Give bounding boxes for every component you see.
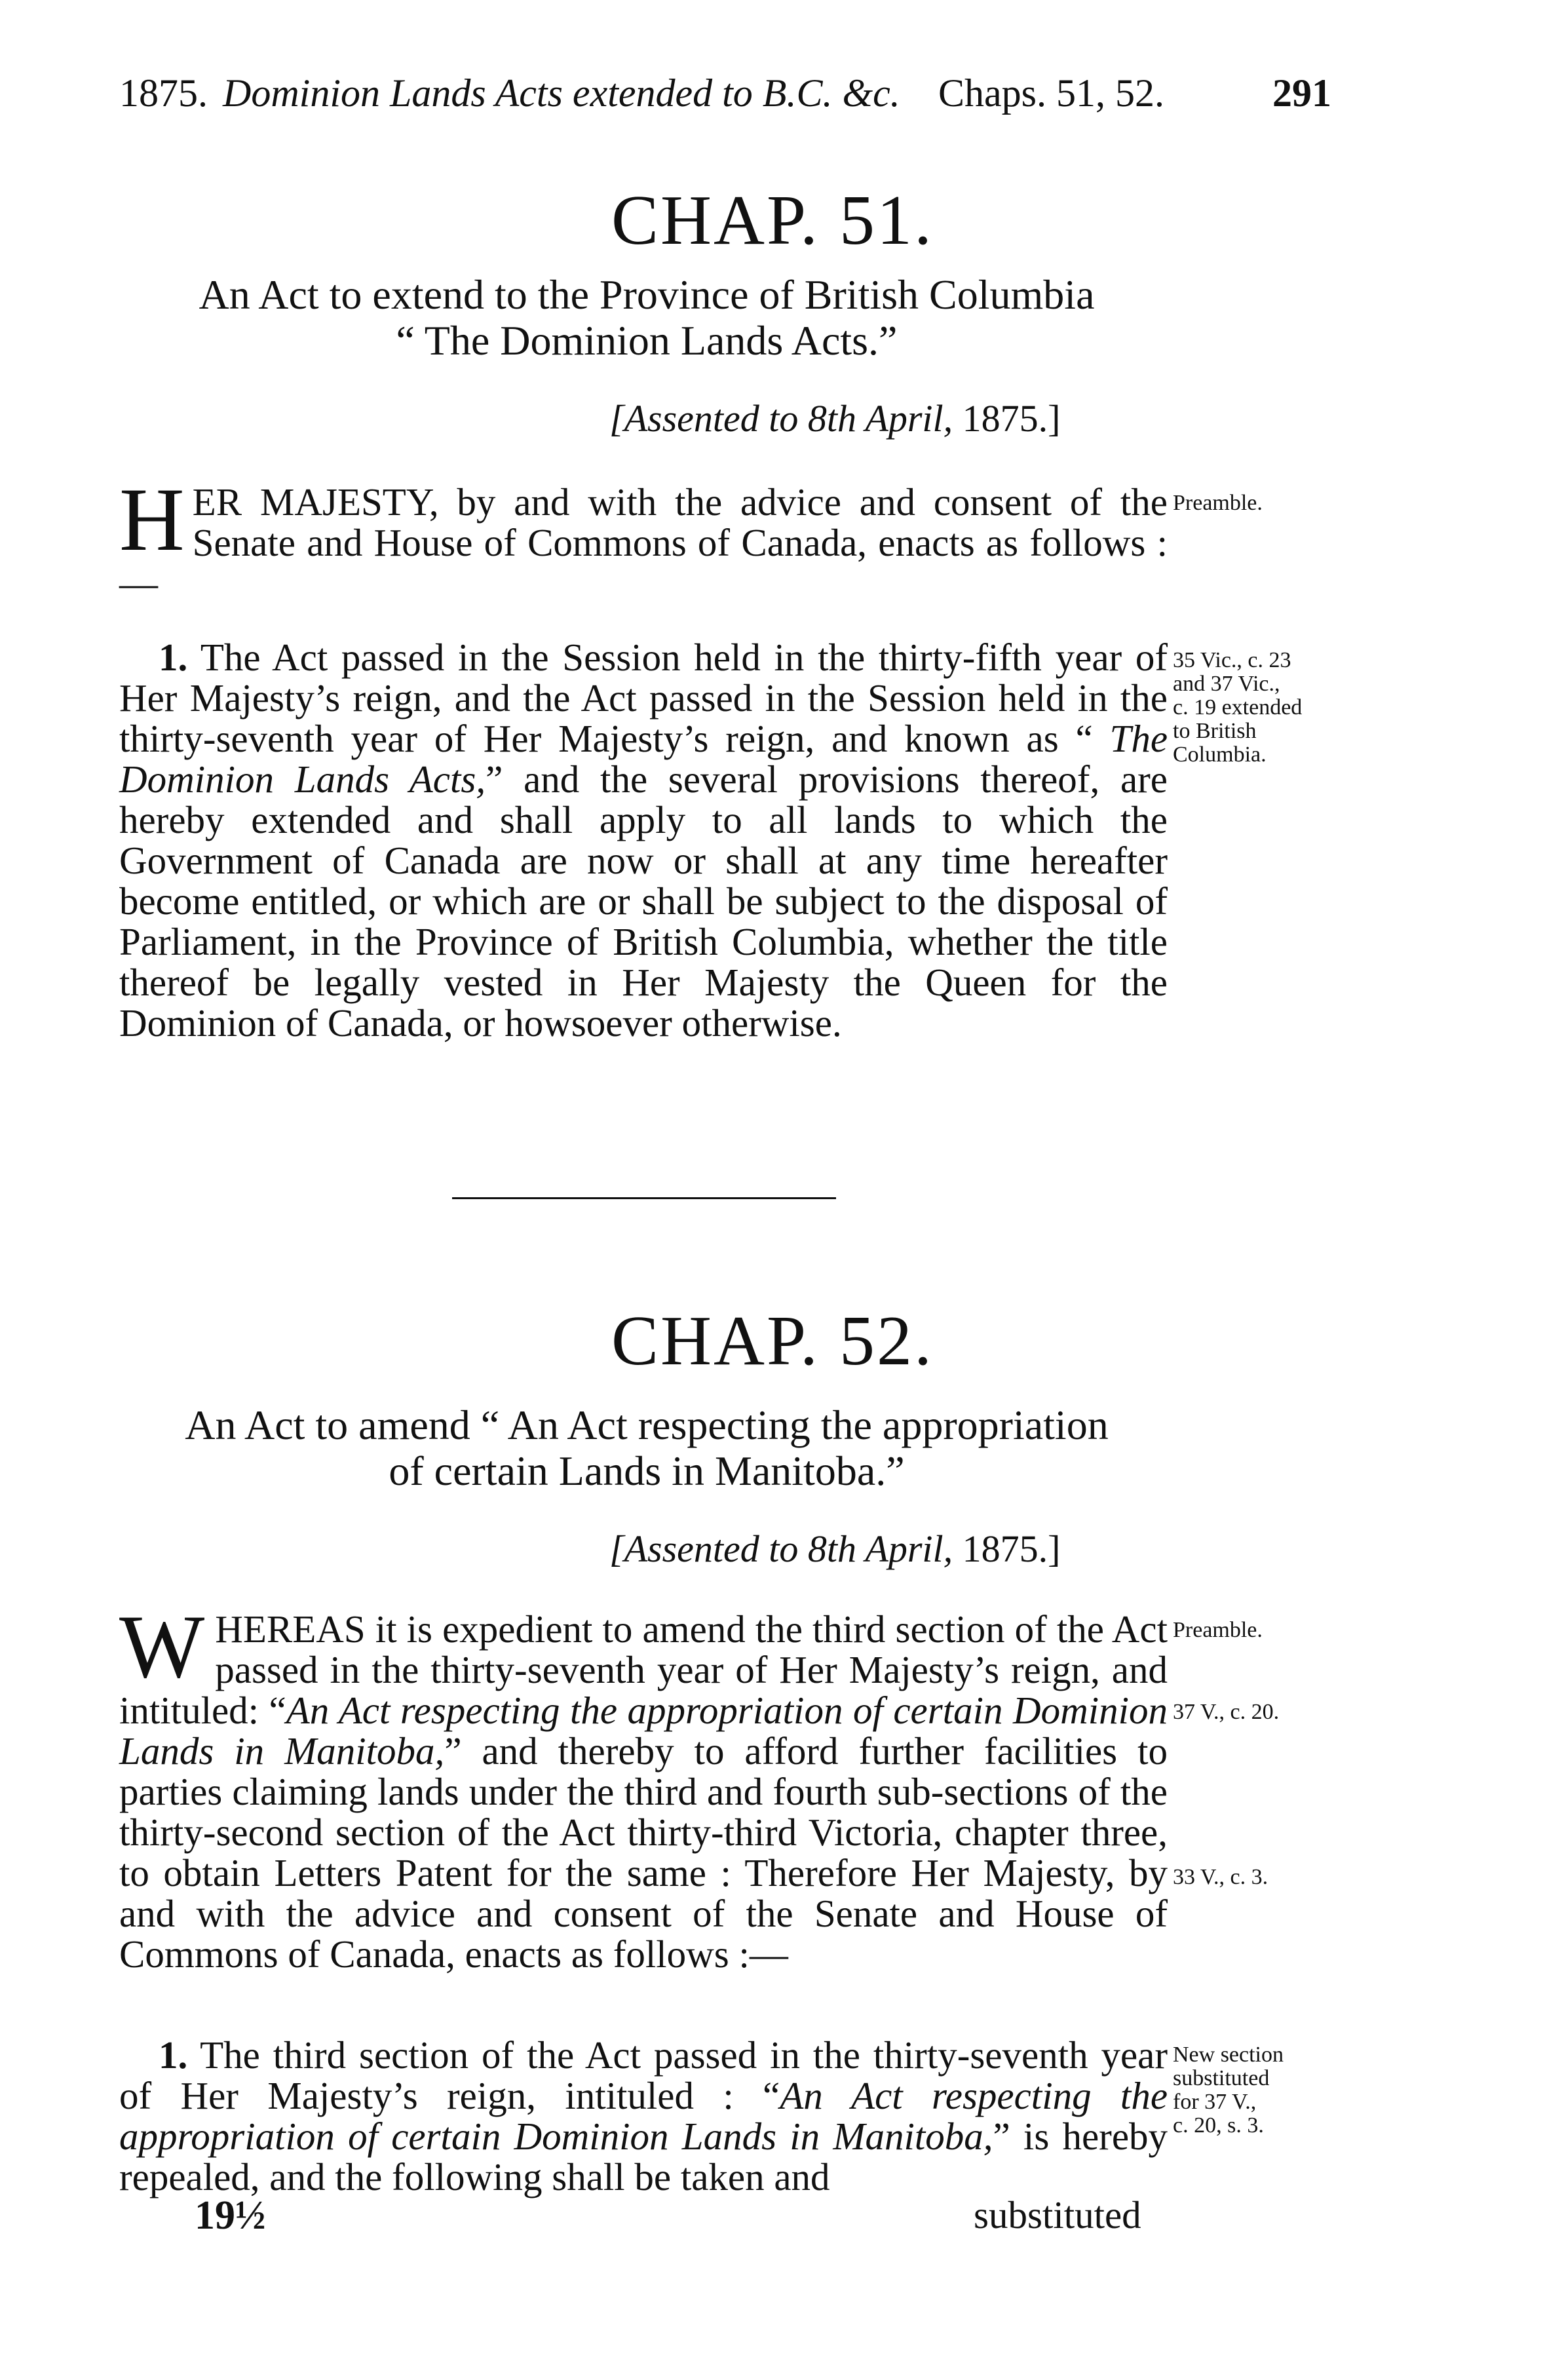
running-head-chapters: Chaps. 51, 52. [938, 71, 1164, 115]
chap-51-assent [609, 396, 1199, 440]
chap-51-section-1-italic: The Dominion Lands Acts, [119, 717, 1168, 801]
chap-52-preamble-text-b: ” and thereby to afford further facilities to parties claiming lands under the third and fourth sub-sections of the thirty-second section of the Act thirty-third Victoria, chapter three, to obtain Letters Patent for the same : Therefore Her Majesty, by and with the advice and consent of the Senate and House of Commons of Canada, enacts as follows :— [119, 1729, 1168, 1976]
chap-52-margin-33v: 33 V., c. 3. [1173, 1865, 1268, 1889]
chap-52-section-1-number: 1. [159, 2033, 188, 2077]
chap-51-assent-date: 8th April, [807, 397, 953, 440]
chap-52-section-1-text-b: ” is hereby repealed, and the following shall be taken and [119, 2115, 1168, 2198]
chap-52-assent-date: 8th April, [807, 1527, 953, 1570]
chap-51-section-1-text-a: The Act passed in the Session held in the thirty-fifth year of Her Majesty’s reign, and the Act passed in the Session held in the thirty-seventh year of Her Majesty’s reign, and known as “ [119, 636, 1168, 760]
running-head-year: 1875. [119, 71, 208, 115]
chap-51-preamble [119, 469, 1168, 605]
chap-51-margin-section-1: 35 Vic., c. 23 and 37 Vic., c. 19 extended to British Columbia. [1173, 648, 1303, 767]
chap-51-long-title [119, 272, 1174, 364]
chap-51-section-1-number: 1. [159, 636, 188, 679]
chap-52-title-line-2: of certain Lands in Manitoba.” [389, 1448, 905, 1494]
chap-51-heading: CHAP. 51. [611, 182, 934, 259]
chap-52-preamble-italic: An Act respecting the appropriation of certain Dominion Lands in Manitoba, [119, 1689, 1168, 1773]
chap-52-heading: CHAP. 52. [611, 1302, 934, 1380]
chap-52-assent-open: [Assented to [609, 1527, 808, 1570]
chap-51-section-1-text-b: ” and the several provisions thereof, are hereby extended and shall apply to all lands to which the Government of Canada are now or shall at any time hereafter become entitled, or which are or shall be subject to the disposal of Parliament, in the Province of British Columbia, whether the title thereof be legally vested in Her Majesty the Queen for the Dominion of Canada, or howsoever otherwise. [119, 758, 1168, 1045]
chap-52-margin-preamble: Preamble. [1173, 1618, 1263, 1642]
page-number: 291 [1272, 71, 1331, 115]
signature-mark: 19½ [195, 2193, 266, 2238]
chap-52-long-title [119, 1402, 1174, 1494]
chap-51-margin-preamble: Preamble. [1173, 491, 1263, 515]
chap-52-section-1 [119, 2035, 1168, 2197]
chap-52-margin-section-1: New section substituted for 37 V., c. 20, s. 3. [1173, 2043, 1284, 2138]
chap-52-section-1-text-a: The third section of the Act passed in the thirty-seventh year of Her Majesty’s reign, intituled : “ [119, 2033, 1168, 2117]
chap-51-title-line-2: “ The Dominion Lands Acts.” [396, 317, 898, 364]
chapter-divider-rule [452, 1197, 836, 1199]
chap-51-assent-open: [Assented to [609, 397, 808, 440]
chap-52-section-1-italic: An Act respecting the appropriation of certain Dominion Lands in Manitoba, [119, 2074, 1168, 2158]
chap-52-preamble-text-a: HEREAS it is expedient to amend the third section of the Act passed in the thirty-seventh year of Her Majesty’s reign, and intituled: “ [119, 1607, 1168, 1732]
chap-52-title-line-1: An Act to amend “ An Act respecting the appropriation [185, 1402, 1109, 1448]
chap-51-dropcap: H [119, 469, 185, 569]
chap-51-title-line-1: An Act to extend to the Province of British Columbia [199, 271, 1095, 318]
running-head-title: Dominion Lands Acts extended to B.C. &c. [223, 71, 900, 115]
chap-51-assent-year: 1875.] [953, 397, 1061, 440]
running-head [119, 71, 1331, 130]
chap-52-dropcap: W [119, 1596, 205, 1697]
chap-52-preamble [119, 1596, 1168, 1976]
catchword: substituted [974, 2193, 1141, 2236]
chap-52-assent [609, 1527, 1199, 1571]
chap-52-assent-year: 1875.] [953, 1527, 1061, 1570]
chap-52-margin-37v: 37 V., c. 20. [1173, 1700, 1280, 1724]
chap-51-preamble-text: ER MAJESTY, by and with the advice and consent of the Senate and House of Commons of Canada, enacts as follows :— [119, 480, 1168, 605]
chap-51-section-1 [119, 637, 1168, 1043]
